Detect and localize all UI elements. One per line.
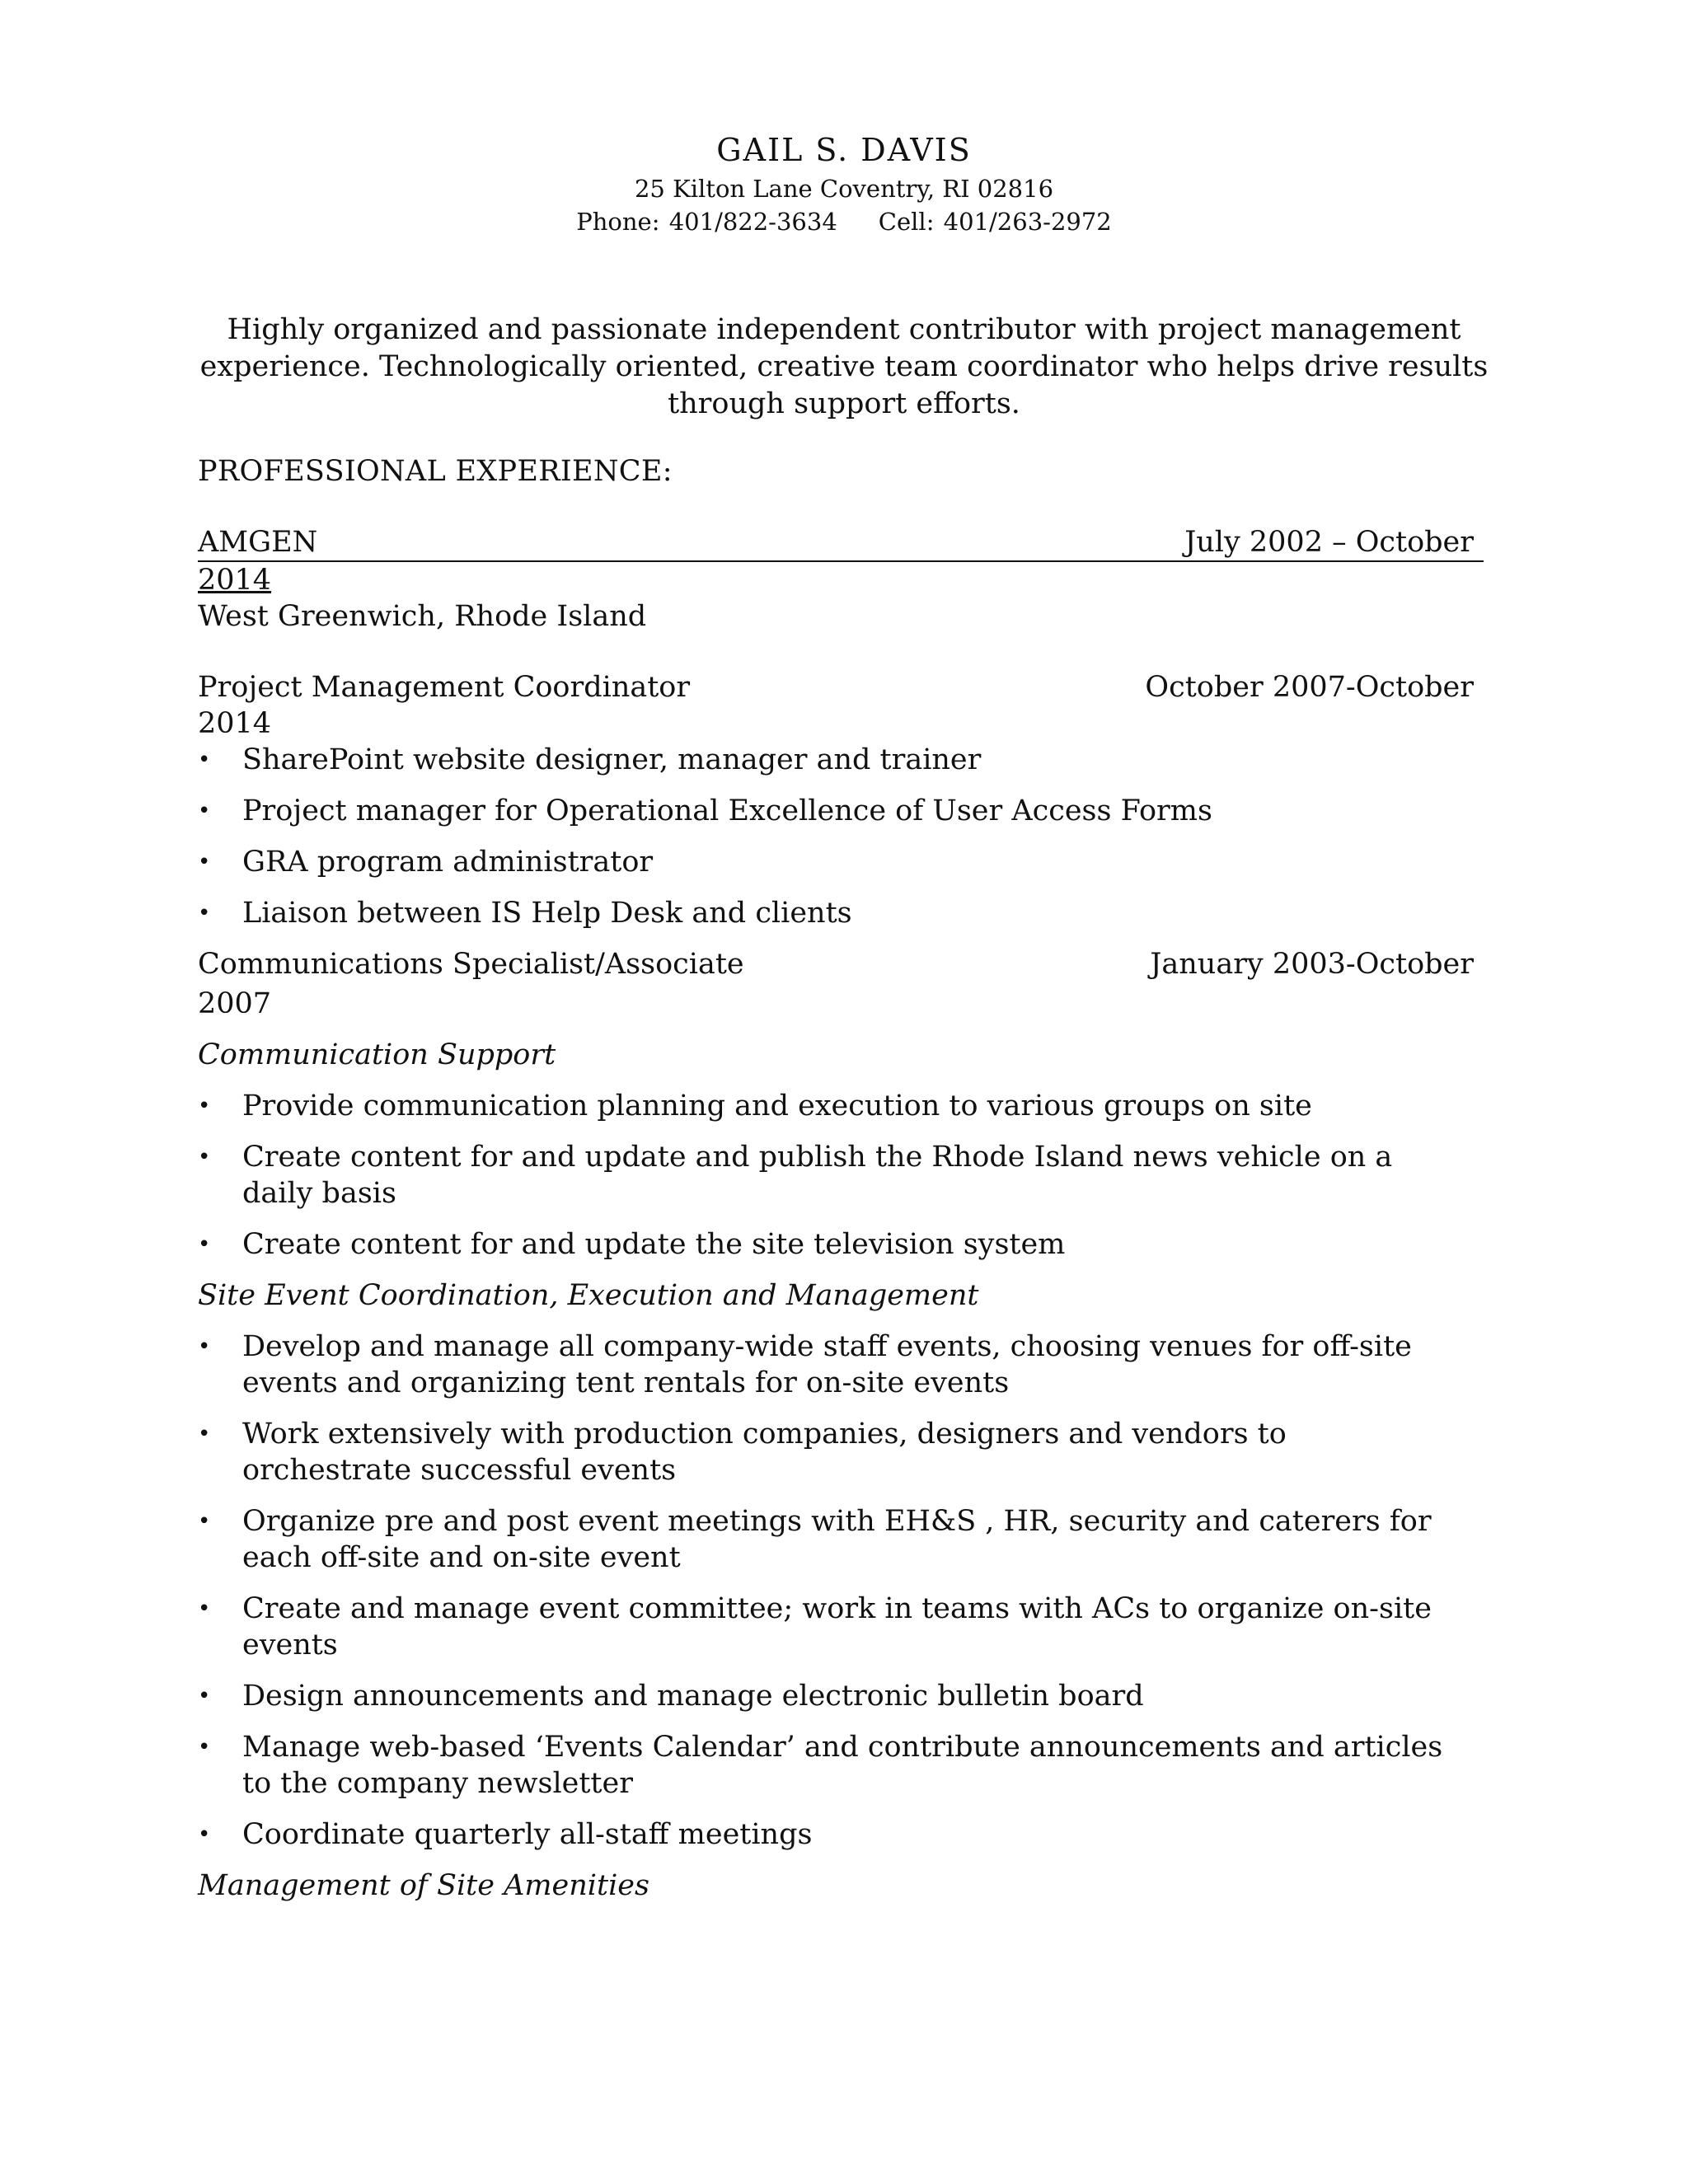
bullet-list — [198, 742, 1484, 931]
address-line: 25 Kilton Lane Coventry, RI 02816 — [634, 175, 1054, 203]
list-item: • Liaison between IS Help Desk and clients — [198, 895, 1484, 931]
list-item: • Create content for and update the site television system — [198, 1226, 1484, 1263]
company-dates-end: 2014 — [198, 564, 272, 597]
role-header — [198, 669, 1484, 705]
company-dates: July 2002 – October — [1184, 526, 1474, 559]
role-dates-end: 2007 — [198, 987, 272, 1020]
list-item: • Project manager for Operational Excellence of User Access Forms — [198, 793, 1484, 829]
list-item: • GRA program administrator — [198, 844, 1484, 880]
list-item: • Organize pre and post event meetings with EH&S , HR, security and caterers for each off-site and on-site event — [198, 1503, 1484, 1576]
subsection-heading: Site Event Coordination, Execution and Management — [198, 1279, 979, 1312]
phone-line — [0, 208, 1688, 236]
list-item: • Manage web-based ‘Events Calendar’ and contribute announcements and articles to the company newsletter — [198, 1729, 1484, 1802]
role-title: Communications Specialist/Associate — [198, 948, 744, 981]
section-title: PROFESSIONAL EXPERIENCE: — [198, 455, 673, 488]
bullet-list — [198, 1088, 1484, 1263]
role-title: Project Management Coordinator — [198, 671, 691, 704]
list-item: • SharePoint website designer, manager and trainer — [198, 742, 1484, 778]
summary-paragraph: Highly organized and passionate independent contributor with project management experience. Technologically oriented, creative team coordinator who helps drive results through support efforts. — [199, 313, 1489, 420]
role-dates-end: 2014 — [198, 707, 272, 740]
list-item: • Develop and manage all company-wide staff events, choosing venues for off-site events and organizing tent rentals for on-site events — [198, 1329, 1484, 1401]
phone-number: Phone: 401/822-3634 — [576, 208, 837, 236]
role-block — [198, 669, 1484, 931]
role-dates: October 2007-October — [1145, 671, 1474, 704]
list-item: • Provide communication planning and execution to various groups on site — [198, 1088, 1484, 1124]
list-item: • Create content for and update and publish the Rhode Island news vehicle on a daily basis — [198, 1139, 1484, 1212]
bullet-list — [198, 1329, 1484, 1853]
subsection-heading: Communication Support — [198, 1038, 556, 1071]
experience-section — [198, 453, 1484, 1904]
company-header — [198, 524, 1484, 562]
list-item: • Design announcements and manage electronic bulletin board — [198, 1678, 1484, 1714]
company-location: West Greenwich, Rhode Island — [198, 600, 647, 633]
role-header — [198, 946, 1484, 982]
list-item: • Work extensively with production companies, designers and vendors to orchestrate successful events — [198, 1416, 1484, 1488]
list-item: • Create and manage event committee; work in teams with ACs to organize on-site events — [198, 1591, 1484, 1663]
list-item: • Coordinate quarterly all-staff meetings — [198, 1816, 1484, 1853]
role-dates: January 2003-October — [1150, 948, 1474, 981]
candidate-name: GAIL S. DAVIS — [716, 132, 972, 168]
cell-number: Cell: 401/263-2972 — [878, 208, 1112, 236]
subsection-heading: Management of Site Amenities — [198, 1869, 649, 1902]
role-block — [198, 946, 1484, 1904]
company-name: AMGEN — [198, 526, 318, 559]
company-block — [198, 524, 1484, 635]
